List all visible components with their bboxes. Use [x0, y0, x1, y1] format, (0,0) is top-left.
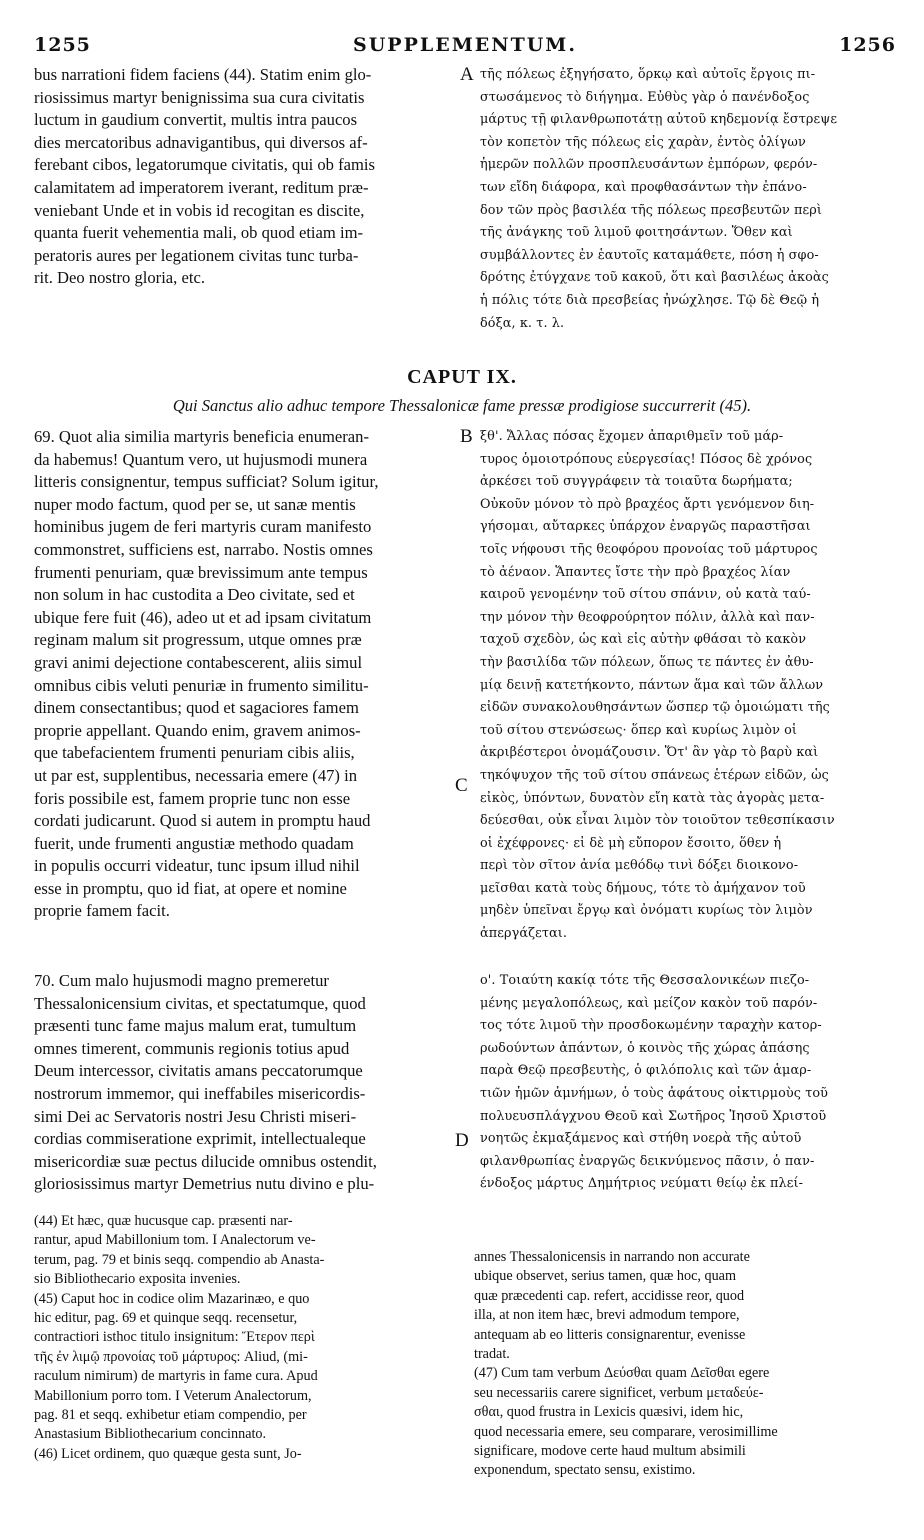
text-line: foris possibile est, famem proprie tunc non esse: [34, 788, 351, 808]
text-line: luctum in gaudium convertit, multis intra paucos: [34, 110, 358, 130]
text-line: δον τῶν πρὸς βασιλέα τῆς πόλεως πρεσβευτῶν περὶ: [480, 202, 822, 218]
footnote-line: terum, pag. 79 et binis seqq. compendio ab Anasta-: [34, 1251, 325, 1268]
text-line: καιροῦ γενομένην τοῦ σίτου σπάνιν, οὐ κατὰ ταύ-: [480, 587, 811, 603]
text-line: 69. Quot alia similia martyris beneficia enumeran-: [34, 427, 369, 446]
footnote-line: Mabillonium porro tom. I Veterum Analectorum,: [34, 1387, 312, 1404]
footnote-line: ubique observet, serius tamen, quæ hoc, quam: [474, 1268, 737, 1285]
text-line: τοῖς νήφουσι τῆς θεοφόρου προνοίας τοῦ μάρτυρος: [480, 541, 818, 557]
text-line: μηδὲν ὑπεῖναι ἔργῳ καὶ ὀνόματι κυρίως τὸν λιμὸν: [480, 903, 813, 919]
footnote-line: raculum nimirum) de martyris in fame cura. Apud: [34, 1368, 318, 1385]
text-line: νοητῶς ἐκμαξάμενος καὶ στήθη νοερὰ τῆς αὐτοῦ: [480, 1131, 802, 1147]
text-line: τυρος ὁμοιοτρόπους εὐεργεσίας! Πόσος δὲ χρόνος: [480, 451, 813, 467]
text-line: litteris consignentur, tempus sufficiat? Solum igitur,: [34, 472, 379, 492]
text-line: bus narrationi fidem faciens (44). Statim enim glo-: [34, 65, 372, 84]
text-line: misericordiæ suæ pectus dilucide omnibus ostendit,: [34, 1151, 377, 1171]
text-line: τὸν κοπετὸν τῆς πόλεως εἰς χαρὰν, ἐντὸς ὀλίγων: [480, 134, 806, 150]
text-line: συμβάλλοντες ἐν ἑαυτοῖς καταμάθετε, πόση ἡ σφο-: [480, 247, 819, 263]
text-line: φιλανθρωπίας ἐναργῶς δεικνύμενος πᾶσιν, ὁ παν-: [480, 1153, 815, 1169]
text-line: ταχοῦ σχεδὸν, ὡς καὶ εἰς αὐτὴν φθάσαι τὸ κακὸν: [480, 632, 807, 648]
text-line: ένδοξος μάρτυς Δημήτριος νεύματι θείῳ ἐκ πλεί-: [480, 1176, 804, 1192]
text-line: παρὰ Θεῷ πρεσβευτὴς, ὁ φιλόπολις καὶ τῶν ἁμαρ-: [480, 1063, 812, 1079]
text-line: περὶ τὸν σῖτον ἀνία μεθόδῳ τινὶ δόξει διοικονο-: [480, 858, 799, 874]
footnote-line: (46) Licet ordinem, quo quæque gesta sunt, Jo-: [34, 1445, 302, 1462]
text-line: τὸ ἀέναον. Ἅπαντες ἴστε τὴν πρὸ βραχέος λίαν: [480, 564, 791, 580]
text-line: riosissimus martyr benignissima sua cura civitatis: [34, 87, 365, 107]
footnote-line: seu necessariis carere significet, verbum μεταδεύε-: [474, 1384, 764, 1401]
text-line: 70. Cum malo hujusmodi magno premeretur: [34, 971, 329, 990]
greek-paragraph-69: [480, 426, 890, 946]
text-line: nuper modo factum, quod per se, ut sanæ mentis: [34, 494, 356, 514]
text-line: peratoris aures per legationem civitas tunc turba-: [34, 245, 359, 265]
text-line: ferebant cibos, legatorumque civitatis, qui ob famis: [34, 155, 375, 175]
text-line: Οὐκοῦν μόνον τὸ πρὸ βραχέος ἄρτι γενόμενον διη-: [480, 496, 815, 512]
text-line: στωσάμενος τὸ διήγημα. Εὐθὺς γὰρ ὁ πανένδοξος: [480, 89, 810, 105]
chapter-title: CAPUT IX.: [407, 366, 517, 388]
text-line: præsenti tunc fame majus malum erat, tumultum: [34, 1016, 357, 1036]
footnote-line: illa, at non item hæc, brevi admodum tempore,: [474, 1307, 740, 1324]
text-line: των εἴδη διάφορα, καὶ προφθασάντων τὴν ἐπάνο-: [480, 179, 807, 195]
footnote-line: significare, modove certe haud multum absimili: [474, 1442, 746, 1459]
text-line: οἱ ἐχέφρονες· εἰ δὲ μὴ εὔπορον ἔσοιτο, ὅθεν ἡ: [480, 835, 782, 851]
footnote-line: Anastasium Bibliothecarium concinnato.: [34, 1426, 267, 1443]
text-line: calamitatem ad imperatorem iverant, reditum præ-: [34, 177, 369, 197]
text-line: δόξα, κ. τ. λ.: [480, 315, 565, 331]
text-line: ἀρκέσει τοῦ συγγράφειν τὰ τοιαῦτα δωρήματα;: [480, 474, 793, 490]
latin-paragraph-69: [34, 426, 454, 923]
text-line: ἀκριβέστεροι ὀνομάζουσιν. Ὅτ' ἂν γὰρ τὸ βαρὺ καὶ: [480, 745, 819, 761]
text-line: dinem consectantibus; quod et sagaciores famem: [34, 698, 359, 718]
footnote-line: exponendum, spectato sensu, existimo.: [474, 1462, 696, 1479]
text-line: cordias commiseratione exprimit, intellectualeque: [34, 1129, 366, 1149]
text-line: non solum in hac custodita a Deo civitate, sed et: [34, 585, 355, 605]
footnote-line: (44) Et hæc, quæ hucusque cap. præsenti nar-: [34, 1213, 293, 1229]
chapter-subtitle: Qui Sanctus alio adhuc tempore Thessalonicæ fame pressæ prodigiose succurrerit (45).: [172, 396, 752, 415]
text-line: γήσομαι, αὔταρκες ὑπάρχον ἐναργῶς παραστῆσαι: [480, 519, 811, 535]
text-line: commonstret, sufficiens est, narrabo. Nostis omnes: [34, 539, 373, 559]
latin-paragraph-70: [34, 970, 454, 1196]
running-title: SUPPLEMENTUM.: [353, 34, 577, 56]
text-line: εἰκὸς, ὑπόντων, δυνατὸν εἴη κατὰ τὰς ἀγορὰς μετα-: [480, 790, 825, 806]
text-line: frumenti penuriam, quæ brevissimum ante tempus: [34, 562, 368, 582]
text-line: fuerit, unde frumenti angustiæ methodo quadam: [34, 833, 354, 853]
text-line: proprie famem facit.: [34, 901, 170, 921]
text-line: ἀπεργάζεται.: [480, 926, 568, 942]
text-line: ἡμερῶν πολλῶν προσπλευσάντων ἐμπόρων, φερόν-: [480, 157, 818, 173]
text-line: μίᾳ δεινῇ κατετήκοντο, πάντων ἅμα καὶ τῶν ἄλλων: [480, 677, 824, 693]
text-line: ἡ πόλις τότε διὰ πρεσβείας ἠνώχλησε. Τῷ δὲ Θεῷ ἡ: [480, 292, 820, 308]
text-line: μεῖσθαι κατὰ τοὺς δήμους, τότε τὸ ἀμήχανον τοῦ: [480, 880, 806, 896]
greek-paragraph-70: [480, 970, 890, 1196]
margin-marker-d: D: [455, 1130, 469, 1151]
text-line: τὴν βασιλίδα τῶν πόλεων, ὅπως τε πάντες ἐν ἀθυ-: [480, 654, 814, 670]
text-line: μάρτυς τῇ φιλανθρωποτάτῃ αὐτοῦ κηδεμονίᾳ ἔστρεψε: [480, 112, 838, 128]
text-line: τῆς πόλεως ἐξηγήσατο, ὅρκῳ καὶ αὐτοῖς ἔργοις πι-: [480, 67, 816, 82]
text-line: τιῶν ἡμῶν ἀμνήμων, ὁ τοὺς ἀφάτους οἰκτιρμοὺς τοῦ: [480, 1085, 829, 1101]
text-line: omnes timerent, communis regionis totius apud: [34, 1038, 350, 1058]
page-number-right: 1256: [839, 34, 896, 56]
text-line: την μόνον τὴν θεοφρούρητον πόλιν, ἀλλὰ καὶ παν-: [480, 609, 815, 625]
text-line: ο'. Τοιαύτη κακίᾳ τότε τῆς Θεσσαλονικέων πιεζο-: [480, 973, 810, 988]
text-line: nostrorum immemor, qui ineffabiles misericordis-: [34, 1083, 366, 1103]
text-line: τοῦ σίτου στενώσεως· ὅπερ καὶ κυρίως λιμὸν οἱ: [480, 722, 798, 738]
footnote-line: quod necessaria emere, seu comparare, verosimillime: [474, 1423, 778, 1440]
text-line: ρωδούντων ἁπάντων, ὁ κοινὸς τῆς χώρας ἁπάσης: [480, 1040, 810, 1056]
text-line: quanta fuerit vehementia mali, ob quod etiam im-: [34, 223, 364, 243]
footnote-line: antequam ab eo litteris consignarentur, evenisse: [474, 1326, 746, 1343]
running-header: [34, 34, 896, 62]
text-line: cordati judicarunt. Quod si autem in promptu haud: [34, 811, 371, 831]
margin-marker-b: B: [460, 426, 473, 447]
text-line: rit. Deo nostro gloria, etc.: [34, 268, 205, 288]
text-line: μένης μεγαλοπόλεως, καὶ μείζον κακὸν τοῦ παρόν-: [480, 995, 818, 1011]
text-line: dies mercatoribus adnavigantibus, qui diversos af-: [34, 132, 368, 152]
footnotes-right: [474, 1248, 892, 1481]
footnote-line: tradat.: [474, 1345, 510, 1362]
text-line: da habemus! Quantum vero, ut hujusmodi munera: [34, 449, 368, 469]
footnote-line: (47) Cum tam verbum Δεύσθαι quam Δεῖσθαι egere: [474, 1365, 770, 1382]
footnote-line: hic editur, pag. 69 et quinque seqq. recensetur,: [34, 1309, 298, 1326]
footnote-line: (45) Caput hoc in codice olim Mazarinæo, e quo: [34, 1290, 310, 1307]
footnote-line: pag. 81 et seqq. exhibetur etiam compendio, per: [34, 1406, 307, 1423]
text-line: δρότης ἐτύγχανε τοῦ κακοῦ, ὅτι καὶ βασιλέως ἀκοὰς: [480, 270, 829, 286]
text-line: τος τότε λιμοῦ τὴν προσδοκωμένην ταραχὴν κατορ-: [480, 1018, 822, 1034]
footnote-line: sio Bibliothecario exposita invenies.: [34, 1271, 241, 1288]
greek-column-top: [480, 64, 890, 335]
footnote-line: annes Thessalonicensis in narrando non accurate: [474, 1249, 750, 1265]
text-line: que tabefacientem frumenti penuriam cibis aliis,: [34, 743, 355, 763]
text-line: omnibus cibis veluti penuriæ in frumento similitu-: [34, 675, 369, 695]
text-line: Thessalonicensium civitas, et spectatumque, quod: [34, 993, 366, 1013]
text-line: τηκόψυχον τῆς τοῦ σίτου σπάνεως ἑτέρων εἰδῶν, ὡς: [480, 767, 829, 783]
text-line: ubique fere fuit (46), adeo ut et ad ipsam civitatum: [34, 607, 372, 627]
margin-marker-c: C: [455, 775, 468, 796]
text-line: hominibus jugem de feri martyris curam manifesto: [34, 517, 372, 537]
text-line: εἰδῶν συνακολουθησάντων ὥσπερ τῷ ὁμοιώματι τῆς: [480, 700, 830, 716]
footnote-line: τῆς ἐν λιμῷ προνοίας τοῦ μάρτυρος: Aliud, (mi-: [34, 1348, 308, 1365]
text-line: ut par est, supplentibus, necessaria emere (47) in: [34, 765, 358, 785]
text-line: τῆς ἀνάγκης τοῦ λιμοῦ φοιτησάντων. Ὅθεν καὶ: [480, 225, 793, 241]
text-line: gravi animi dejectione contabescerent, aliis simul: [34, 652, 363, 672]
latin-column-top: [34, 64, 454, 290]
footnote-line: σθαι, quod frustra in Lexicis quæsivi, idem hic,: [474, 1404, 744, 1421]
footnote-line: rantur, apud Mabillonium tom. I Analectorum ve-: [34, 1232, 316, 1249]
text-line: gloriosissimus martyr Demetrius nutu divino e plu-: [34, 1174, 375, 1194]
footnotes-left: [34, 1212, 454, 1464]
text-line: in populis occurri videatur, tunc ipsum illud nihil: [34, 856, 360, 876]
footnote-line: contractiori isthoc titulo insignitum: Ἕτερον περὶ: [34, 1329, 315, 1346]
text-line: reginam malum sit progressum, utque omnes præ: [34, 630, 362, 650]
text-line: simi Dei ac Servatoris nostri Jesu Christi miseri-: [34, 1106, 357, 1126]
footnote-line: quæ præcedenti cap. refert, accidisse reor, quod: [474, 1287, 745, 1304]
text-line: πολυευσπλάγχνου Θεοῦ καὶ Σωτῆρος Ἰησοῦ Χριστοῦ: [480, 1108, 827, 1124]
text-line: veniebant Unde et in vobis id recogitan es discite,: [34, 200, 365, 220]
text-line: Deum intercessor, civitatis amans peccatorumque: [34, 1061, 363, 1081]
page-number-left: 1255: [34, 34, 91, 56]
text-line: δεύεσθαι, οὐκ εἶναι λιμὸν τὸν τοιοῦτον τεθεσπίκασιν: [480, 813, 835, 829]
text-line: proprie appellant. Quando enim, gravem animos-: [34, 720, 361, 740]
margin-marker-a: A: [460, 64, 474, 85]
text-line: esse in promptu, quo id fiat, at opere et nomine: [34, 878, 347, 898]
text-line: ξθ'. Ἄλλας πόσας ἔχομεν ἀπαριθμεῖν τοῦ μάρ-: [480, 429, 784, 444]
